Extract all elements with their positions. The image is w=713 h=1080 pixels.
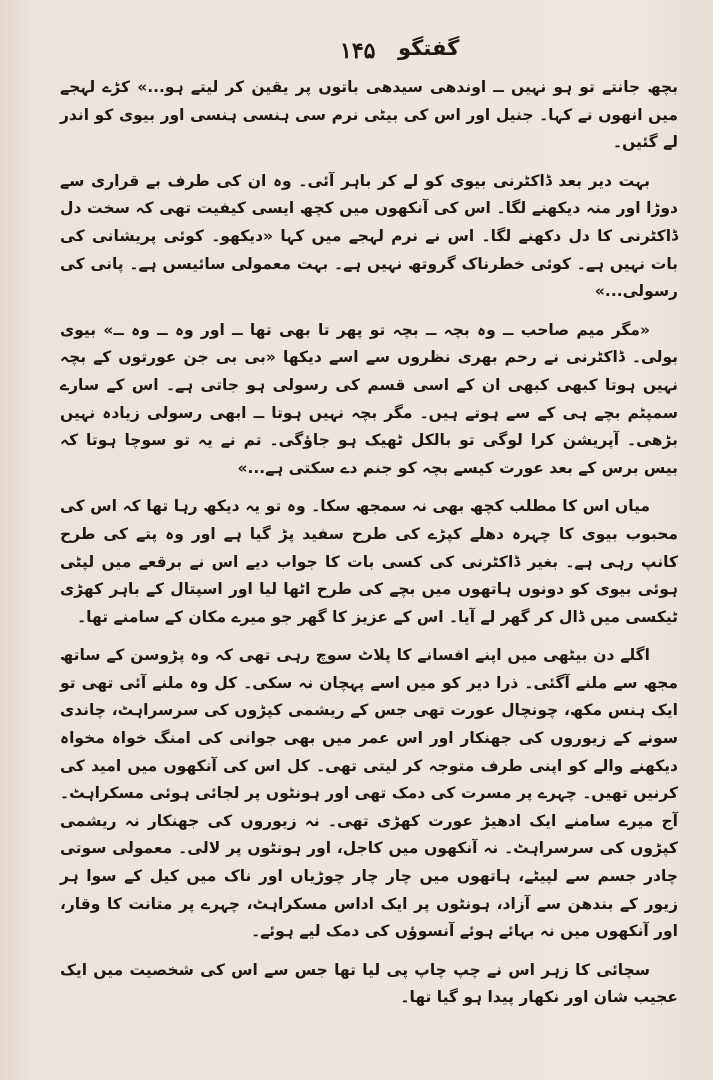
paragraph-5: اگلے دن بیٹھی میں اپنے افسانے کا پلاٹ سوچ رہی تھی کہ وہ پڑوسن کے ساتھ مجھ سے ملنے آگئی۔ ذرا دیر کو میں اسے پہچان نہ سکی۔ کل وہ ملنے آئی تھی تو ایک ہنس مکھ، چونچال عورت تھی جس کے ریشمی کپڑوں کی سرسراہٹ، چاندی سونے کے زیوروں کی جھنکار اور اس عمر میں بھی جوانی کی امنگ خواہ مخواہ دیکھنے والے کو اپنی طرف متوجہ کر لیتی تھی۔ کل اس کی آنکھوں میں امید کی کرنیں تھیں۔ چہرے پر مسرت کی دمک تھی اور ہونٹوں پر لجائی ہوئی مسکراہٹ۔ آج میرے سامنے ایک ادھیڑ عورت کھڑی تھی۔ نہ زیوروں کی جھنکار نہ ریشمی کپڑوں کی سرسراہٹ۔ نہ آنکھوں میں کاجل، اور ہونٹوں پر لالی۔ معمولی سوتی چادر جسم سے لپیٹے، ہاتھوں میں چار چار چوڑیاں اور ناک میں کیل کے سوا ہر زیور کے بندھن سے آزاد، ہونٹوں پر ایک اداس مسکراہٹ، چہرے پر متانت کا وقار، اور آنکھوں میں نہ بہائے ہوئے آنسوؤں کی دمک لیے ہوئے۔ (60, 646, 678, 941)
paragraph-2: بہت دیر بعد ڈاکٹرنی بیوی کو لے کر باہر آئی۔ وہ ان کی طرف بے قراری سے دوڑا اور منہ دیکھنے لگا۔ اس کی آنکھوں میں کچھ ایسی کیفیت تھی کہ سخت دل ڈاکٹرنی کا دل دکھنے لگا۔ اس نے نرم لہجے میں کہا «دیکھو۔ کوئی پریشانی کی بات نہیں ہے۔ کوئی خطرناک گروتھ نہیں ہے۔ بہت معمولی سائیسں ہے۔ پانی کی رسولی...» (60, 171, 678, 301)
paragraph-3: «مگر میم صاحب ــ وہ بچہ ــ بچہ تو پھر تا بھی تھا ــ اور وہ ــ وہ ــ» بیوی بولی۔ ڈاکٹرنی نے رحم بھری نظروں سے اسے دیکھا «بی بی جن عورتوں کے بچہ نہیں ہوتا کبھی کبھی ان کے اسی قسم کی رسولی ہو جاتی ہے۔ اس کے سارے سمپٹم بچے ہی کے سے ہوتے ہیں۔ مگر بچہ نہیں ہوتا ــ ابھی رسولی زیادہ نہیں بڑھی۔ آپریشن کرا لوگی تو بالکل ٹھیک ہو جاؤگی۔ تم نے یہ تو سوچا ہوتا کہ بیس برس کے بعد عورت کیسے بچہ کو جنم دے سکتی ہے...» (60, 320, 678, 477)
paragraph-6: سچائی کا زہر اس نے چپ چاپ پی لیا تھا جس سے اس کی شخصیت میں ایک عجیب شان اور نکھار پیدا ہو گیا تھا۔ (60, 960, 678, 1007)
body-text (60, 74, 678, 1023)
page-header (0, 36, 713, 66)
running-title: گفتگو (398, 36, 460, 60)
page-number: ۱۴۵ (340, 38, 376, 64)
paragraph-4: میاں اس کا مطلب کچھ بھی نہ سمجھ سکا۔ وہ تو یہ دیکھ رہا تھا کہ اس کی محبوب بیوی کا چہرہ دھلے کپڑے کی طرح سفید پڑ گیا ہے اور وہ پتے کی طرح کانپ رہی ہے۔ بغیر ڈاکٹرنی کی کسی بات کا جواب دیے اس نے برقعے میں لپٹی ہوئی بیوی کو دونوں ہاتھوں میں بچے کی طرح اٹھا لیا اور اسپتال کے باہر کھڑی ٹیکسی میں ڈال کر گھر لے آیا۔ اس کے عزیز کا گھر جو میرے مکان کے سامنے تھا۔ (60, 497, 678, 626)
paragraph-1: بچھ جانتے تو ہو نہیں ــ اوندھی سیدھی باتوں پر یقین کر لیتے ہو...» کڑے لہجے میں انھوں نے کہا۔ جنیل اور اس کی بیٹی نرم سی ہنسی ہنسی اور بیوی کو اندر لے گئیں۔ (60, 78, 678, 152)
